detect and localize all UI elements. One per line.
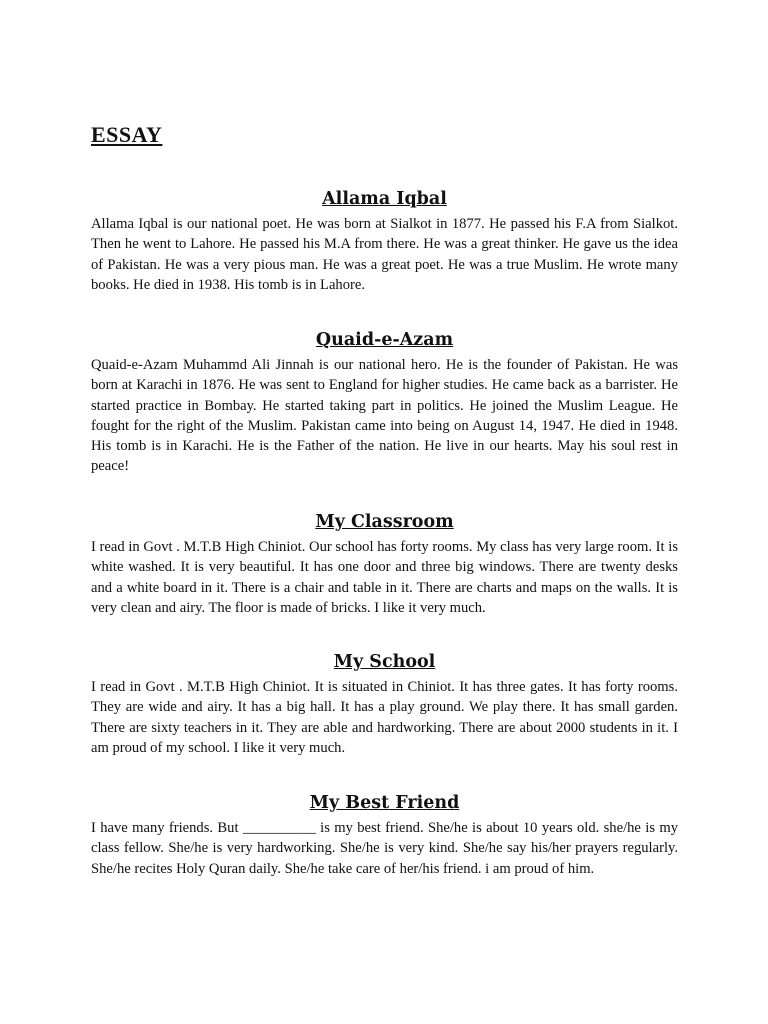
essay-body: Allama Iqbal is our national poet. He was born at Sialkot in 1877. He passed his F.A from Sialkot. Then he went to Lahore. He passed his M.A from there. He was a great thinker. He gave us the idea of Pakistan. He was a very pious man. He was a great poet. He was a true Muslim. He wrote many books. He died in 1938. His tomb is in Lahore.: [91, 216, 678, 293]
document-title: ESSAY: [91, 122, 163, 147]
essay-body: I read in Govt . M.T.B High Chiniot. It is situated in Chiniot. It has three gates. It has forty rooms. They are wide and airy. It has a big hall. It has a play ground. We play there. It has small garden. There are sixty teachers in it. They are able and hardworking. There are about 2000 students in it. I am proud of my school. I like it very much.: [91, 679, 678, 756]
essay-my-school: [91, 650, 678, 758]
essay-heading: My School: [333, 652, 436, 672]
essay-heading: My Best Friend: [309, 793, 460, 813]
essay-allama-iqbal: [91, 187, 678, 295]
essay-body: Quaid-e-Azam Muhammd Ali Jinnah is our national hero. He is the founder of Pakistan. He was born at Karachi in 1876. He was sent to England for higher studies. He came back as a barrister. He started practice in Bombay. He started taking part in politics. He joined the Muslim League. He fought for the right of the Muslim. Pakistan came into being on August 14, 1947. He died in 1948. His tomb is in Karachi. He is the Father of the nation. He live in our hearts. May his soul rest in peace!: [91, 357, 678, 475]
essay-body: I have many friends. But __________ is my best friend. She/he is about 10 years old. she/he is my class fellow. She/he is very hardworking. She/he is very kind. She/he say his/her prayers regularly. She/he recites Holy Quran daily. She/he take care of her/his friend. i am proud of him.: [91, 820, 678, 877]
essay-my-classroom: [91, 510, 678, 618]
essay-quaid-e-azam: [91, 328, 678, 477]
essay-heading: My Classroom: [315, 512, 454, 532]
essay-heading: Quaid-e-Azam: [315, 330, 454, 350]
essay-my-best-friend: [91, 791, 678, 879]
essay-body: I read in Govt . M.T.B High Chiniot. Our school has forty rooms. My class has very large room. It is white washed. It is very beautiful. It has one door and three big windows. There are twenty desks and a white board in it. There is a chair and table in it. There are charts and maps on the walls. It is very clean and airy. The floor is made of bricks. I like it very much.: [91, 539, 678, 616]
essay-heading: Allama Iqbal: [322, 189, 447, 209]
